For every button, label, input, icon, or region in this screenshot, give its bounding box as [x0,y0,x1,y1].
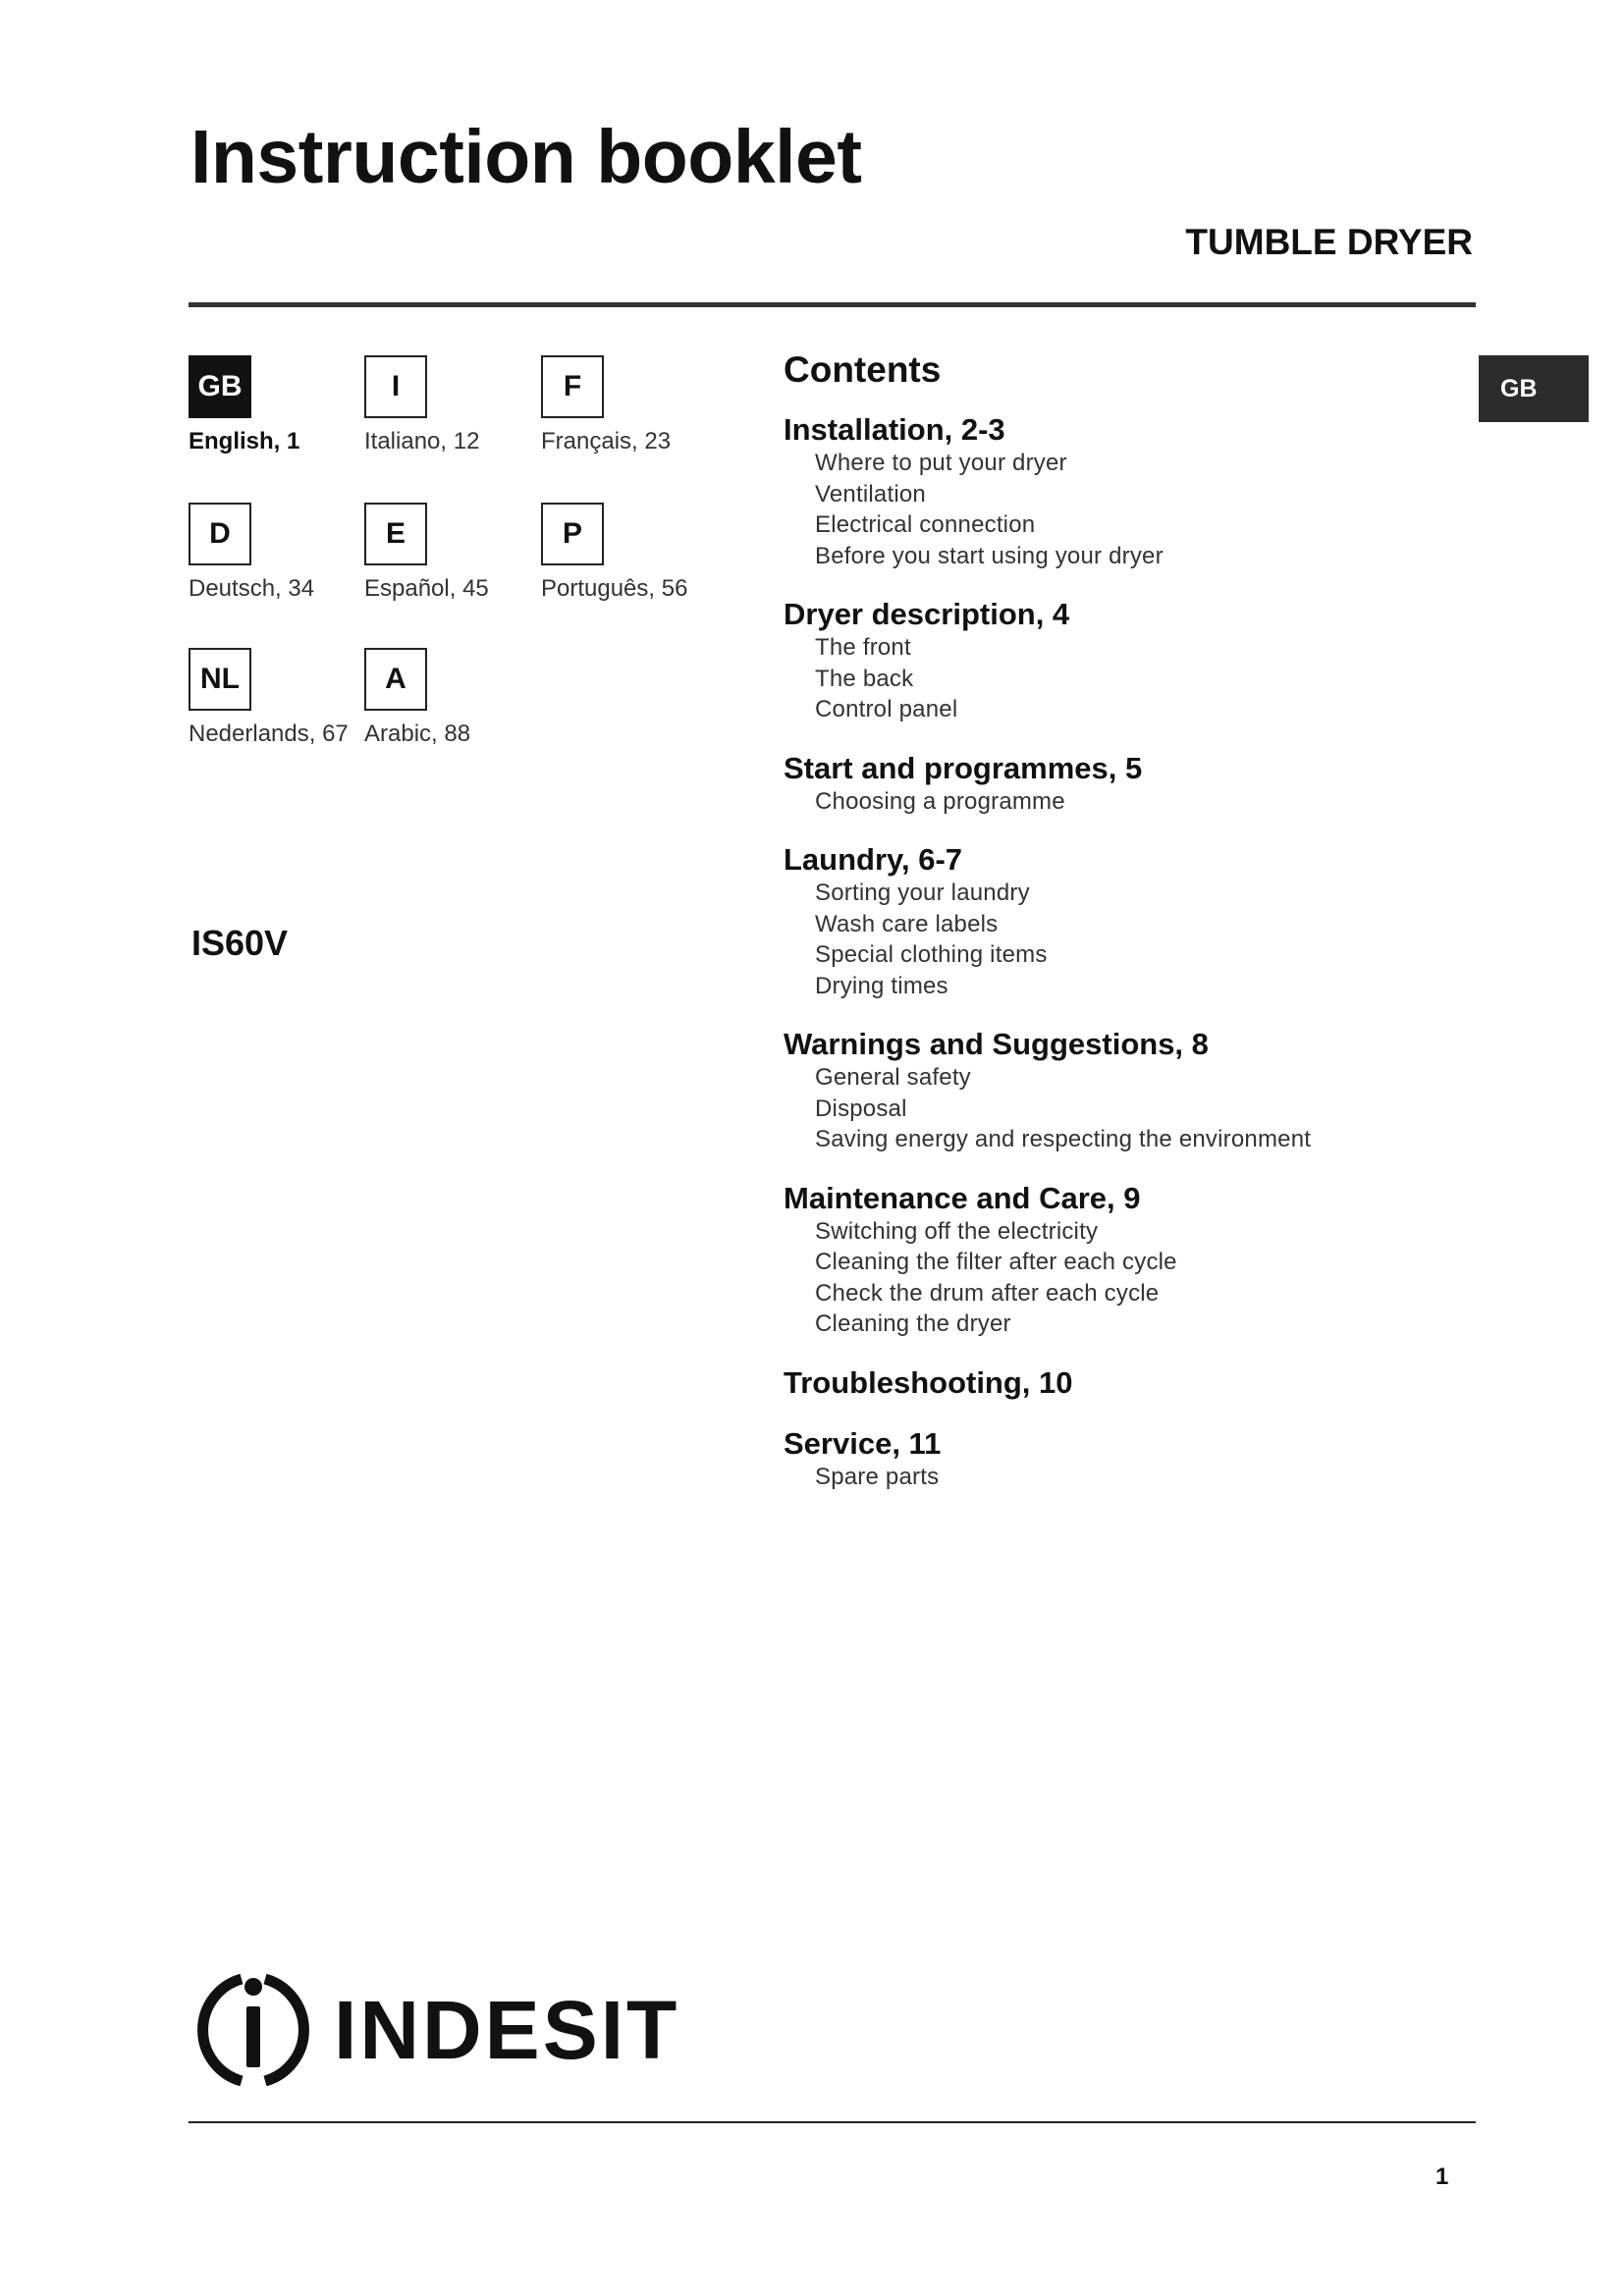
toc-section-maintenance [784,1181,1471,1340]
toc-item[interactable]: Cleaning the dryer [815,1310,1011,1337]
language-code: A [364,648,427,711]
toc-section-title[interactable]: Maintenance and Care, 9 [784,1180,1141,1215]
indesit-logo-icon [192,1969,314,2091]
page-number: 1 [1435,2163,1449,2190]
toc-item[interactable]: Special clothing items [815,941,1048,968]
toc-section-laundry [784,842,1471,1001]
toc-section-start-programmes [784,751,1471,818]
toc-section-title[interactable]: Start and programmes, 5 [784,750,1143,785]
toc-item[interactable]: Check the drum after each cycle [815,1279,1160,1307]
language-i[interactable] [364,355,531,455]
footer-rule [189,2121,1476,2123]
toc-item[interactable]: Wash care labels [815,910,999,937]
toc-item[interactable]: Ventilation [815,480,926,507]
language-label: Español, 45 [364,575,489,602]
toc-item[interactable]: Spare parts [815,1463,940,1490]
language-label: Français, 23 [541,428,672,454]
toc-section-title[interactable]: Troubleshooting, 10 [784,1364,1073,1400]
toc-section-title[interactable]: Laundry, 6-7 [784,842,963,877]
language-a[interactable] [364,648,531,748]
toc-item[interactable]: Electrical connection [815,511,1036,538]
language-code: E [364,503,427,565]
toc-section-title[interactable]: Installation, 2-3 [784,412,1005,447]
toc-section-title[interactable]: Service, 11 [784,1425,942,1461]
toc-section-troubleshooting [784,1365,1471,1401]
brand-logo [192,1969,679,2091]
toc-section-warnings [784,1027,1471,1155]
language-code: D [189,503,251,565]
language-nl[interactable] [189,648,355,748]
toc-item[interactable]: Sorting your laundry [815,880,1030,906]
language-code: F [541,355,604,418]
language-side-tab: GB [1479,355,1589,422]
toc-section-dryer-description [784,597,1471,725]
toc-item[interactable]: The front [815,634,911,661]
language-label: Italiano, 12 [364,428,480,454]
language-d[interactable] [189,503,355,603]
brand-name: INDESIT [334,1984,680,2076]
language-label: English, 1 [189,428,300,454]
toc-item[interactable]: Before you start using your dryer [815,542,1164,569]
page-title: Instruction booklet [190,115,862,199]
language-code: P [541,503,604,565]
language-f[interactable] [541,355,708,455]
table-of-contents [784,349,1471,1518]
language-code: NL [189,648,251,711]
toc-item[interactable]: The back [815,665,914,692]
toc-item[interactable]: Control panel [815,696,958,722]
toc-item[interactable]: Drying times [815,972,948,999]
language-p[interactable] [541,503,708,603]
toc-item[interactable]: General safety [815,1064,971,1091]
toc-item[interactable]: Cleaning the filter after each cycle [815,1249,1177,1275]
language-e[interactable] [364,503,531,603]
toc-item[interactable]: Disposal [815,1095,907,1122]
language-label: Deutsch, 34 [189,575,315,602]
toc-section-title[interactable]: Warnings and Suggestions, 8 [784,1027,1209,1061]
toc-item[interactable]: Saving energy and respecting the environment [815,1126,1312,1152]
language-label: Nederlands, 67 [189,721,349,747]
language-code: GB [189,355,251,418]
toc-item[interactable]: Switching off the electricity [815,1217,1099,1245]
toc-section-title[interactable]: Dryer description, 4 [784,597,1070,631]
language-gb[interactable] [189,355,355,455]
toc-section-service [784,1426,1471,1493]
language-label: Português, 56 [541,575,688,602]
model-number: IS60V [191,923,289,963]
language-label: Arabic, 88 [364,721,471,747]
toc-item[interactable]: Where to put your dryer [815,450,1067,476]
product-type: TUMBLE DRYER [1185,222,1473,262]
language-code: I [364,355,427,418]
toc-item[interactable]: Choosing a programme [815,787,1065,815]
header-rule [189,302,1476,307]
contents-title: Contents [784,349,942,390]
toc-section-installation [784,412,1471,571]
